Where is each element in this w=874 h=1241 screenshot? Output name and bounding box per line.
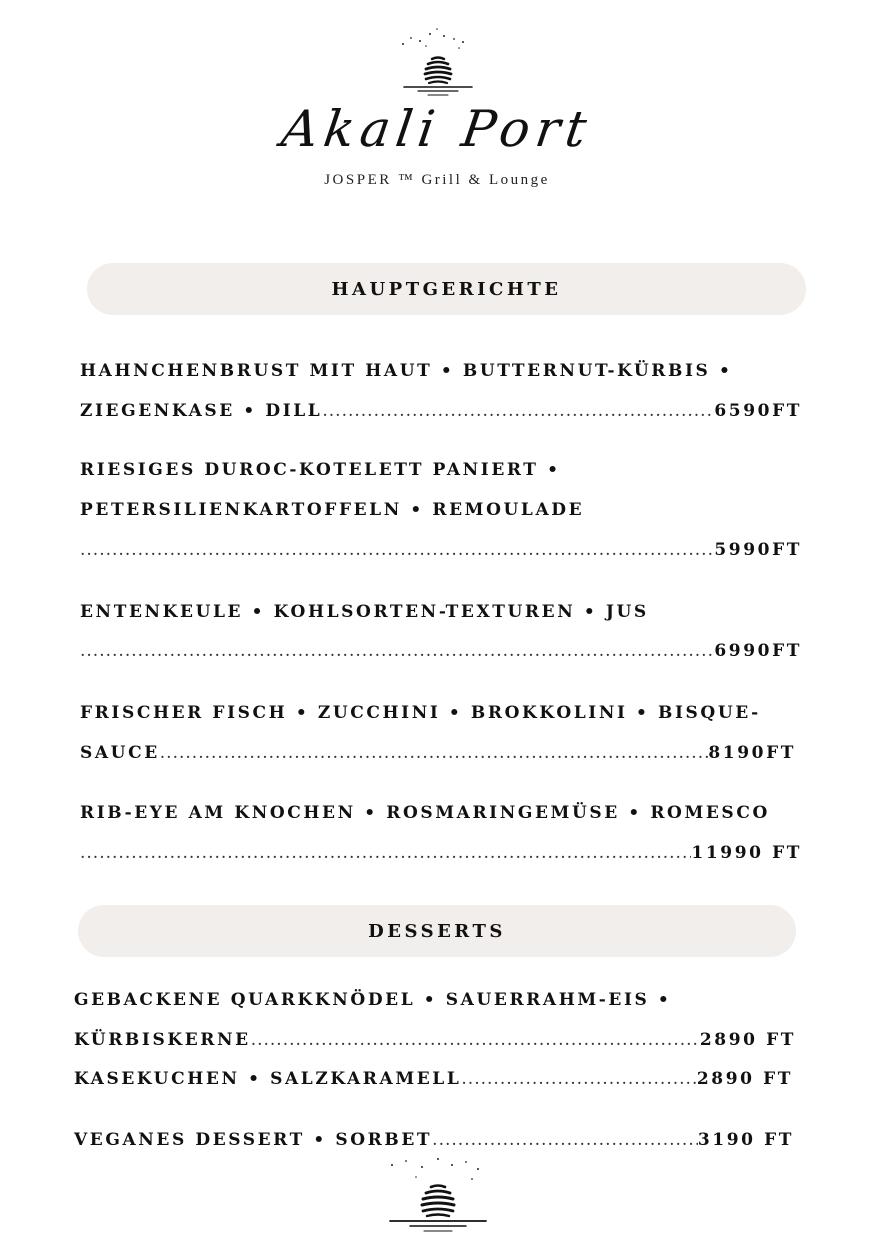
dot-leader: [80, 640, 714, 662]
brand-name: Akali Port: [278, 100, 596, 158]
menu-item-name: KÜRBISKERNE: [74, 1030, 251, 1050]
tagline: JOSPER ™ Grill & Lounge: [324, 172, 550, 188]
menu-item-line: RIB-EYE AM KNOCHEN • ROSMARINGEMÜSE • ROMESCO: [80, 803, 770, 823]
dot-leader: [432, 1129, 698, 1151]
menu-item-name: ZIEGENKASE • DILL: [80, 401, 323, 421]
section-header-desserts: [78, 905, 796, 957]
menu-item-price: 6990FT: [714, 641, 802, 661]
menu-item-row: [74, 1029, 796, 1051]
dot-leader: [322, 400, 714, 422]
menu-item-name: VEGANES DESSERT • SORBET: [74, 1130, 433, 1150]
section-title: HAUPTGERICHTE: [331, 278, 562, 300]
menu-item-price: 8190FT: [708, 743, 796, 763]
menu-item-line: ENTENKEULE • KOHLSORTEN-TEXTUREN • JUS: [80, 602, 649, 622]
menu-item-line: RIESIGES DUROC-KOTELETT PANIERT •: [80, 460, 561, 480]
menu-item-line: PETERSILIENKARTOFFELN • REMOULADE: [80, 500, 585, 520]
menu-item-row: [74, 1129, 794, 1151]
menu-item-price: 11990 FT: [691, 843, 802, 863]
menu-item-name: KASEKUCHEN • SALZKARAMELL: [74, 1069, 462, 1089]
menu-item-price: 6590FT: [714, 401, 802, 421]
menu-item-price: 2890 FT: [696, 1069, 793, 1089]
menu-item-row: [80, 640, 802, 662]
menu-item-row: [74, 1068, 793, 1090]
section-header-hauptgerichte: [87, 263, 806, 315]
menu-item-price: 3190 FT: [697, 1130, 794, 1150]
menu-item-row: [80, 400, 802, 422]
section-title: DESSERTS: [368, 920, 506, 942]
menu-item-row: [80, 742, 796, 764]
menu-item-line: HAHNCHENBRUST MIT HAUT • BUTTERNUT-KÜRBIS •: [80, 361, 733, 381]
dot-leader: [160, 742, 709, 764]
menu-item-name: SAUCE: [80, 743, 160, 763]
dot-leader: [251, 1029, 700, 1051]
sunset-logo-icon: [398, 26, 478, 98]
menu-item-price: 5990FT: [714, 540, 802, 560]
menu-item-line: GEBACKENE QUARKKNÖDEL • SAUERRAHM-EIS •: [74, 990, 672, 1010]
menu-item-row: [80, 842, 802, 864]
dot-leader: [80, 842, 691, 864]
dot-leader: [461, 1068, 696, 1090]
menu-item-price: 2890 FT: [699, 1030, 796, 1050]
sunset-logo-bottom-icon: [386, 1155, 490, 1237]
dot-leader: [80, 539, 714, 561]
menu-item-line: FRISCHER FISCH • ZUCCHINI • BROKKOLINI • BISQUE-: [80, 703, 761, 723]
menu-item-row: [80, 539, 802, 561]
